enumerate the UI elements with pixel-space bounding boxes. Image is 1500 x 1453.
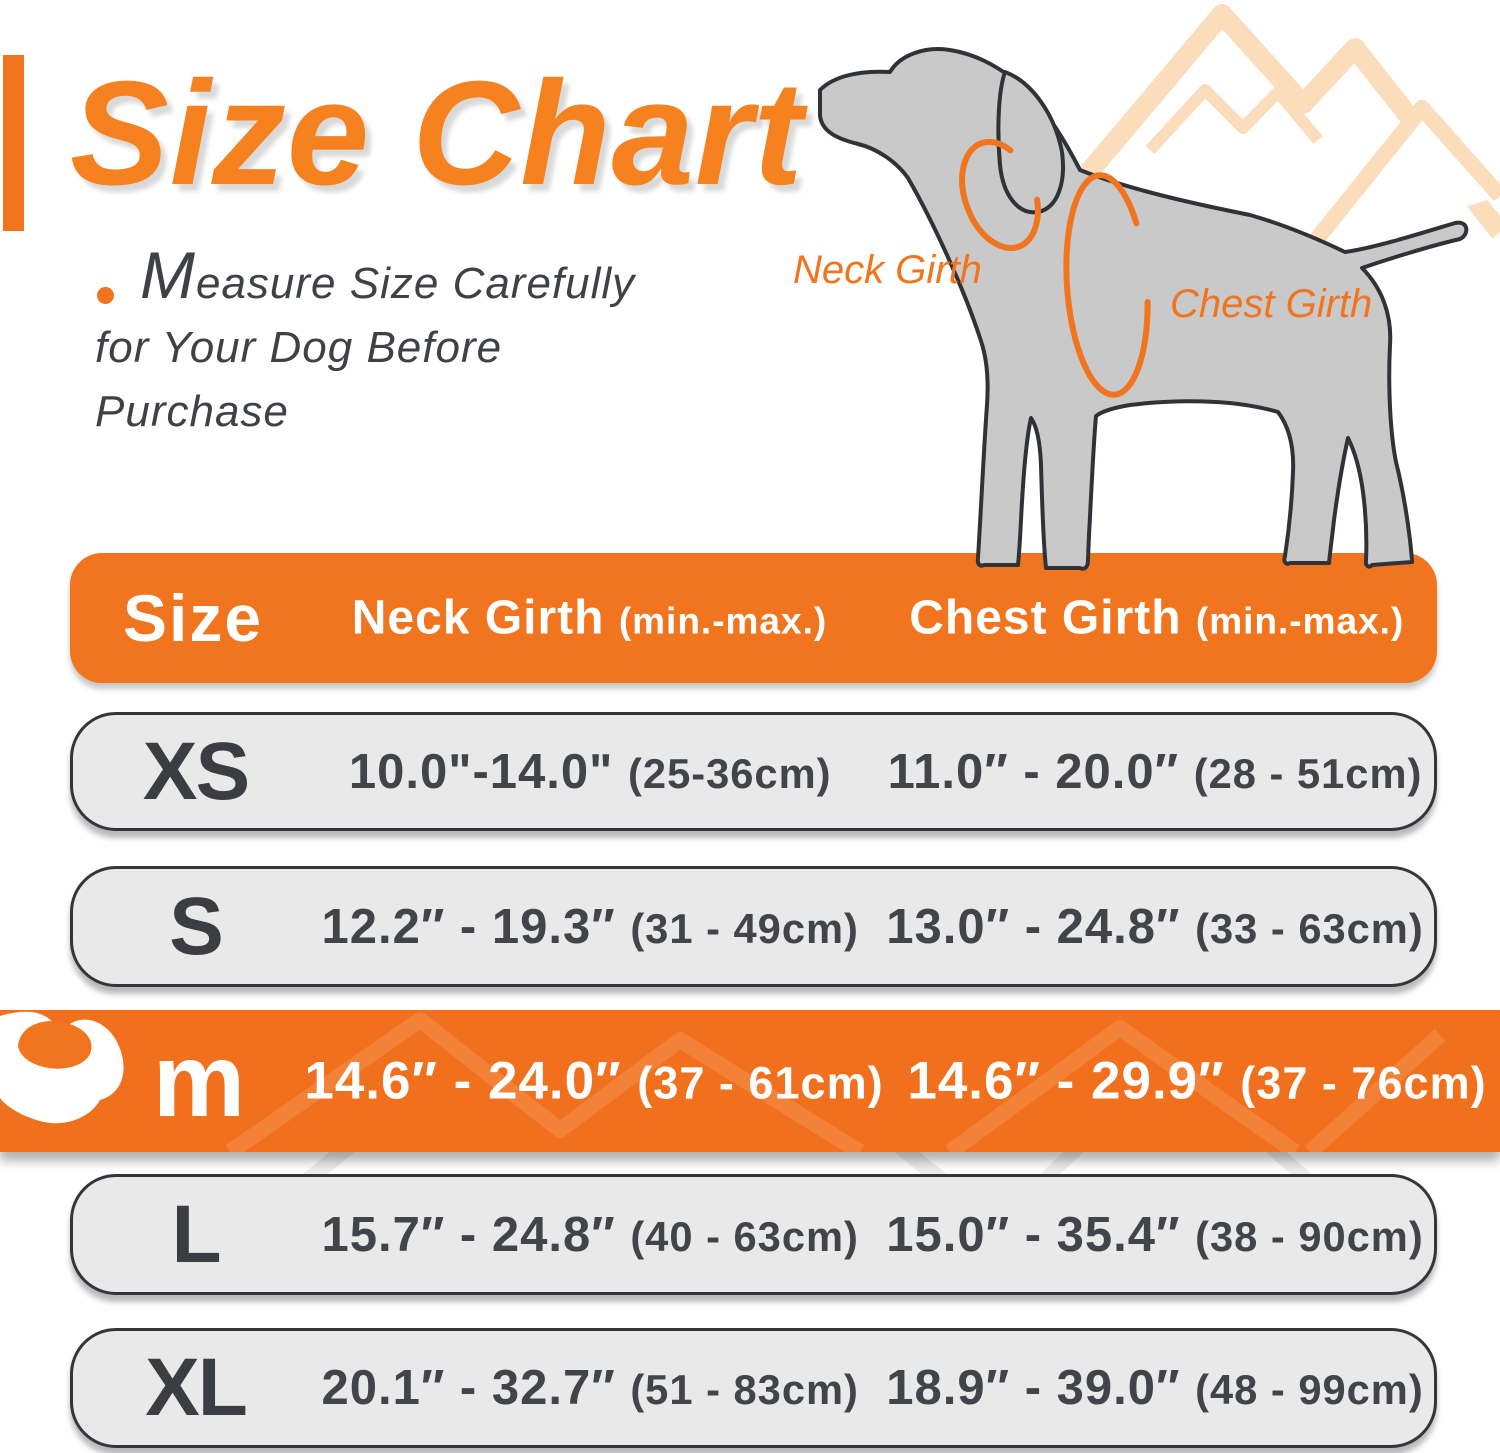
note-line-2: for Your Dog Before xyxy=(95,323,503,372)
column-header-size: Size xyxy=(122,581,264,655)
note-drop-cap: M xyxy=(140,238,196,312)
note-line-3: Purchase xyxy=(95,387,289,436)
chest-girth-value: 13.0″ - 24.8″ (33 - 63cm) xyxy=(886,899,1424,954)
table-row-l xyxy=(70,1174,1437,1295)
chest-girth-label: Chest Girth xyxy=(1170,282,1373,326)
dog-head-icon xyxy=(0,1008,145,1168)
chest-girth-value: 11.0″ - 20.0″ (28 - 51cm) xyxy=(887,744,1423,799)
chest-girth-value: 18.9″ - 39.0″ (48 - 99cm) xyxy=(886,1361,1424,1415)
accent-bar xyxy=(3,55,24,231)
chest-girth-value: 14.6″ - 29.9″ (37 - 76cm) xyxy=(907,1051,1487,1111)
table-row-m-highlighted: m 14.6″ - 24.0″ (37 - 61cm) 14.6″ - 29.9″ (37 - 76cm) xyxy=(0,1010,1500,1152)
note-line-1-text: easure Size Carefully xyxy=(195,259,636,308)
neck-girth-label: Neck Girth xyxy=(793,248,982,292)
column-header-chest-girth: Chest Girth (min.-max.) xyxy=(909,591,1405,645)
neck-girth-value: 15.7″ - 24.8″ (40 - 63cm) xyxy=(321,1207,859,1262)
table-row-s xyxy=(70,866,1437,987)
neck-girth-value: 10.0"-14.0" (25-36cm) xyxy=(348,744,832,799)
page-title: Size Chart xyxy=(70,51,804,216)
note-line-1 xyxy=(95,238,715,316)
neck-girth-value: 20.1″ - 32.7″ (51 - 83cm) xyxy=(321,1361,859,1415)
neck-girth-value: 12.2″ - 19.3″ (31 - 49cm) xyxy=(321,899,859,954)
table-row-xl xyxy=(70,1328,1437,1448)
chest-range-suffix: (min.-max.) xyxy=(1195,600,1405,642)
measure-note xyxy=(95,238,715,444)
table-row-xs xyxy=(70,712,1437,831)
neck-girth-value: 14.6″ - 24.0″ (37 - 61cm) xyxy=(304,1051,884,1111)
column-header-neck-girth: Neck Girth (min.-max.) xyxy=(351,591,828,645)
size-label: S xyxy=(169,880,222,972)
neck-range-suffix: (min.-max.) xyxy=(618,600,828,642)
size-label: XL xyxy=(145,1342,246,1433)
dog-illustration xyxy=(800,20,1500,600)
size-label: XS xyxy=(142,725,249,817)
size-label: L xyxy=(171,1188,220,1280)
chest-girth-value: 15.0″ - 35.4″ (38 - 90cm) xyxy=(886,1207,1424,1262)
